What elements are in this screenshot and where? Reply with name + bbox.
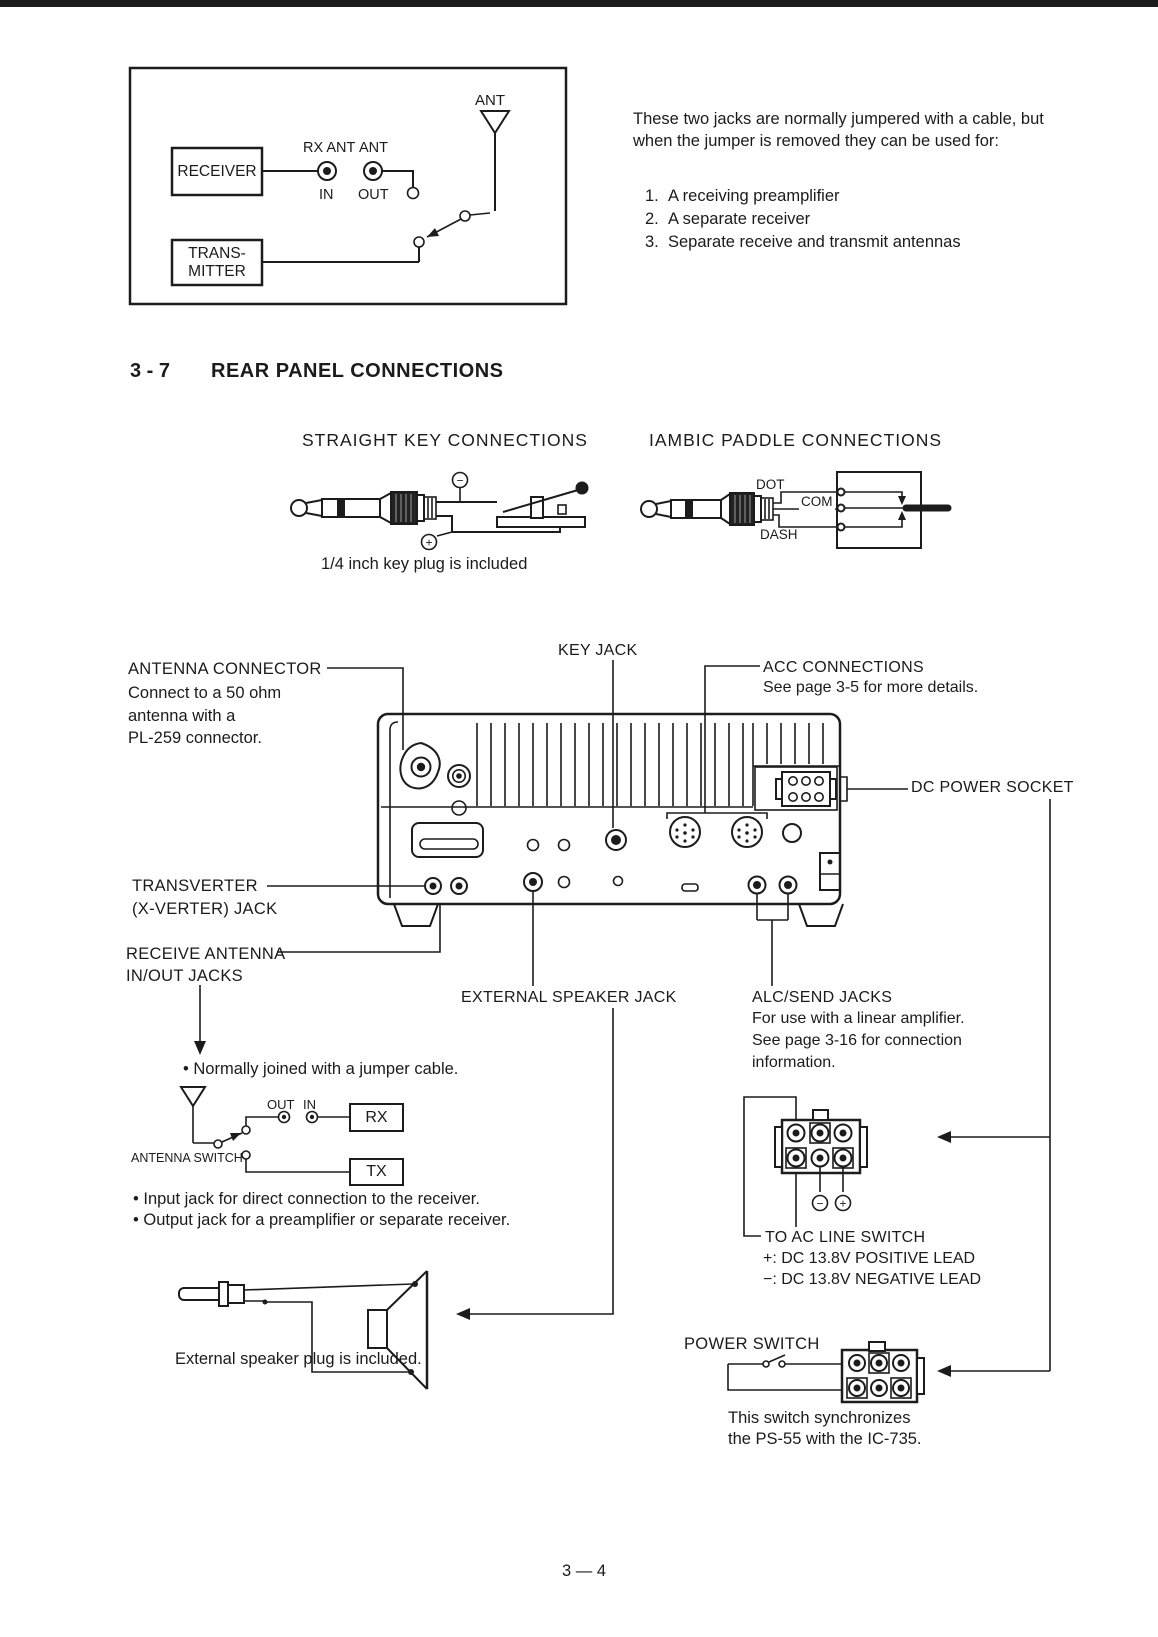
straight-key-minus-symbol: − <box>456 473 464 488</box>
ant-top-label: ANT <box>475 92 505 109</box>
transmitter-label-line2: MITTER <box>188 262 246 280</box>
tx-label: TX <box>366 1163 387 1180</box>
speaker-diagram <box>179 1271 427 1389</box>
jumper-note: • Normally joined with a jumper cable. <box>183 1060 459 1078</box>
list-item-number: 2. <box>645 210 659 228</box>
in-label: IN <box>303 1097 316 1112</box>
left-arrowhead-icon <box>937 1365 951 1377</box>
jumper-bullet1: • Input jack for direct connection to the receiver. <box>133 1190 480 1208</box>
left-arrowhead-icon <box>456 1308 470 1320</box>
iambic-paddle-title: IAMBIC PADDLE CONNECTIONS <box>649 430 943 450</box>
key-plug-caption: 1/4 inch key plug is included <box>321 555 528 573</box>
antenna-connector-desc-line2: antenna with a <box>128 707 236 725</box>
transmitter-label-line1: TRANS- <box>188 244 246 262</box>
receiver-label: RECEIVER <box>177 162 257 180</box>
speaker-magnet <box>368 1310 387 1348</box>
acc-connections-label: ACC CONNECTIONS <box>763 659 924 676</box>
antenna-switch-label: ANTENNA SWITCH <box>131 1151 243 1165</box>
power-switch-desc-line2: the PS-55 with the IC-735. <box>728 1430 922 1448</box>
section-title: REAR PANEL CONNECTIONS <box>211 360 504 382</box>
speaker-plug-icon <box>179 1288 223 1300</box>
com-label: COM <box>801 494 833 509</box>
plug-tip-icon <box>641 501 657 517</box>
receive-antenna-label-line1: RECEIVE ANTENNA <box>126 945 286 963</box>
alc-desc-line1: For use with a linear amplifier. <box>752 1010 965 1027</box>
left-arrowhead-icon <box>937 1131 951 1143</box>
key-jack-label: KEY JACK <box>558 642 638 659</box>
switch-arrowhead-icon <box>427 228 439 237</box>
section-number: 3 - 7 <box>130 360 171 382</box>
dc-plug-diagram <box>744 1097 867 1236</box>
down-arrowhead-icon <box>194 1041 206 1055</box>
alc-desc-line3: information. <box>752 1054 836 1071</box>
alc-send-jacks-label: ALC/SEND JACKS <box>752 989 893 1006</box>
panel-foot <box>394 904 438 926</box>
antenna-icon <box>181 1087 205 1106</box>
panel-foot <box>799 904 843 926</box>
receive-antenna-label-line2: IN/OUT JACKS <box>126 967 243 985</box>
list-item-number: 3. <box>645 233 659 251</box>
rx-ant-label: RX ANT <box>303 140 356 156</box>
out-label: OUT <box>267 1097 295 1112</box>
alc-desc-line2: See page 3-16 for connection <box>752 1032 962 1049</box>
list-item: Separate receive and transmit antennas <box>668 233 961 251</box>
dc-power-socket-label: DC POWER SOCKET <box>911 779 1074 796</box>
transmitter-label <box>172 240 262 285</box>
dc-plus-symbol: + <box>839 1196 847 1211</box>
transverter-label-line2: (X-VERTER) JACK <box>132 900 278 918</box>
plug-collar <box>391 492 417 524</box>
in-label: IN <box>319 187 334 203</box>
straight-key-diagram <box>291 473 589 550</box>
switch-arrowhead-icon <box>230 1133 241 1141</box>
key-knob-icon <box>576 482 589 495</box>
power-switch-desc-line1: This switch synchronizes <box>728 1409 911 1427</box>
dc-minus-symbol: − <box>816 1196 824 1211</box>
transverter-label-line1: TRANSVERTER <box>132 877 258 895</box>
plug-tip-icon <box>291 500 307 516</box>
list-item-number: 1. <box>645 187 659 205</box>
antenna-connector-label: ANTENNA CONNECTOR <box>128 660 322 678</box>
antenna-connector-desc-line3: PL-259 connector. <box>128 729 262 747</box>
list-item: A receiving preamplifier <box>668 187 840 205</box>
dash-label: DASH <box>760 527 798 542</box>
scan-edge-bar <box>0 0 1158 7</box>
antenna-icon <box>481 111 509 133</box>
antenna-connector-desc-line1: Connect to a 50 ohm <box>128 684 282 702</box>
ant-label: ANT <box>359 140 388 156</box>
rx-label: RX <box>365 1108 388 1126</box>
jumper-bullet2: • Output jack for a preamplifier or separate receiver. <box>133 1211 511 1229</box>
dc-negative-lead-label: −: DC 13.8V NEGATIVE LEAD <box>763 1271 982 1288</box>
intro-line1: These two jacks are normally jumpered with a cable, but <box>633 110 1044 128</box>
page-number: 3 — 4 <box>562 1562 607 1580</box>
intro-line2: when the jumper is removed they can be used for: <box>633 132 999 150</box>
power-switch-label: POWER SWITCH <box>684 1335 820 1353</box>
acc-connections-desc: See page 3-5 for more details. <box>763 679 979 696</box>
external-speaker-jack-label: EXTERNAL SPEAKER JACK <box>461 989 677 1006</box>
out-label: OUT <box>358 187 389 203</box>
dot-label: DOT <box>756 477 785 492</box>
to-ac-line-switch-label: TO AC LINE SWITCH <box>765 1229 926 1246</box>
straight-key-title: STRAIGHT KEY CONNECTIONS <box>302 430 588 450</box>
straight-key-plus-symbol: + <box>425 535 433 550</box>
dc-positive-lead-label: +: DC 13.8V POSITIVE LEAD <box>763 1250 976 1267</box>
list-item: A separate receiver <box>668 210 811 228</box>
speaker-caption: External speaker plug is included. <box>175 1350 422 1368</box>
